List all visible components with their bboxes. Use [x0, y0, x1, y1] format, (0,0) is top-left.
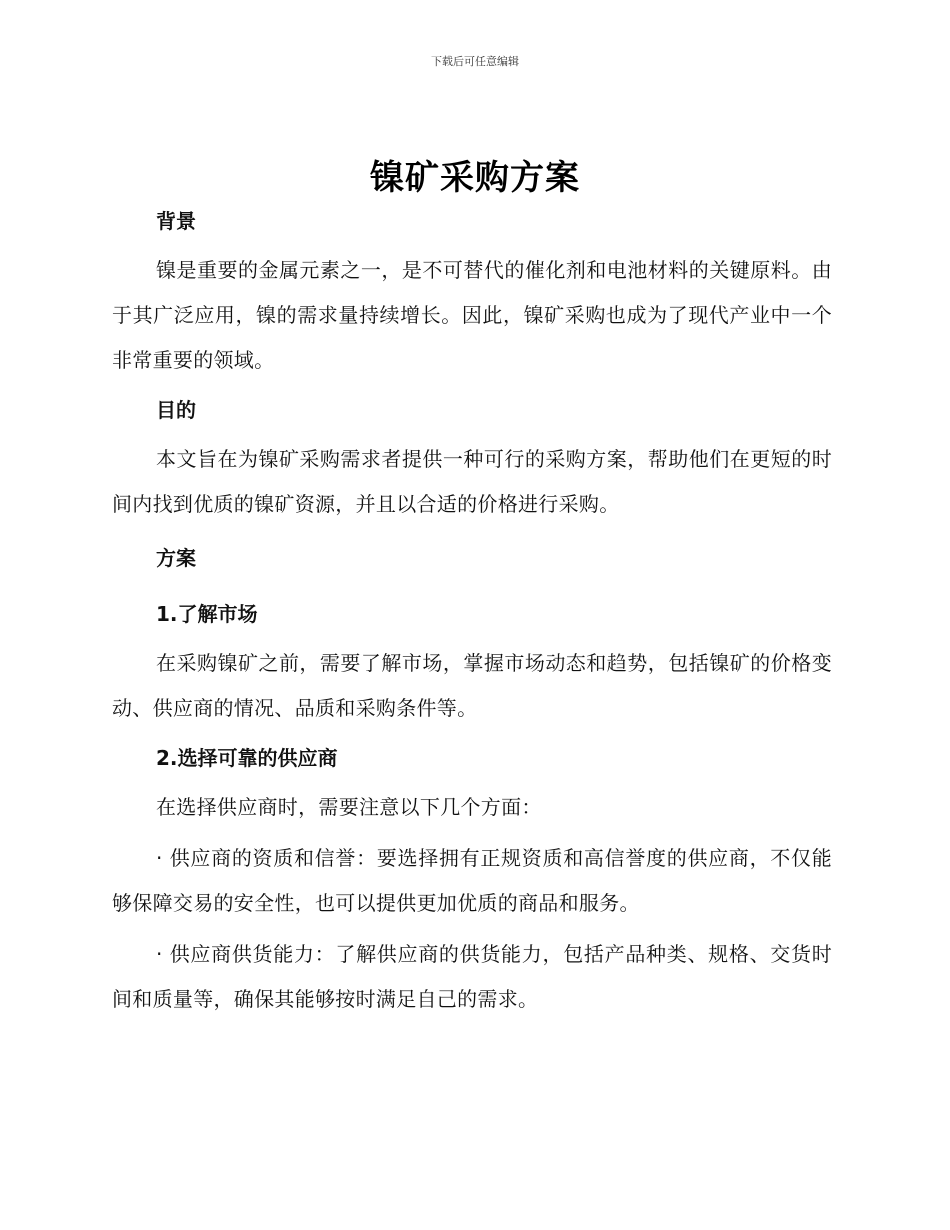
paragraph-purpose: 本文旨在为镍矿采购需求者提供一种可行的采购方案，帮助他们在更短的时间内找到优质的镍矿资源，并且以合适的价格进行采购。	[112, 447, 832, 516]
subsection-heading-step1: 1.了解市场	[156, 602, 258, 626]
paragraph-step1: 在采购镍矿之前，需要了解市场，掌握市场动态和趋势，包括镍矿的价格变动、供应商的情况、品质和采购条件等。	[112, 651, 832, 720]
document-title: 镍矿采购方案	[370, 158, 580, 198]
page-header-note: 下载后可任意编辑	[431, 55, 519, 68]
paragraph-step2-intro: 在选择供应商时，需要注意以下几个方面：	[156, 795, 542, 819]
paragraph-background: 镍是重要的金属元素之一，是不可替代的催化剂和电池材料的关键原料。由于其广泛应用，镍的需求量持续增长。因此，镍矿采购也成为了现代产业中一个非常重要的领域。	[112, 258, 832, 372]
section-heading-background: 背景	[156, 209, 196, 233]
document-body	[112, 200, 832, 1022]
section-heading-plan: 方案	[156, 546, 196, 570]
subsection-heading-step2: 2.选择可靠的供应商	[156, 746, 338, 770]
bullet-supplier-capacity: · 供应商供货能力：了解供应商的供货能力，包括产品种类、规格、交货时间和质量等，确保其能够按时满足自己的需求。	[112, 942, 832, 1011]
bullet-supplier-qualification: · 供应商的资质和信誉：要选择拥有正规资质和高信誉度的供应商，不仅能够保障交易的安全性，也可以提供更加优质的商品和服务。	[112, 846, 832, 915]
section-heading-purpose: 目的	[156, 398, 196, 422]
